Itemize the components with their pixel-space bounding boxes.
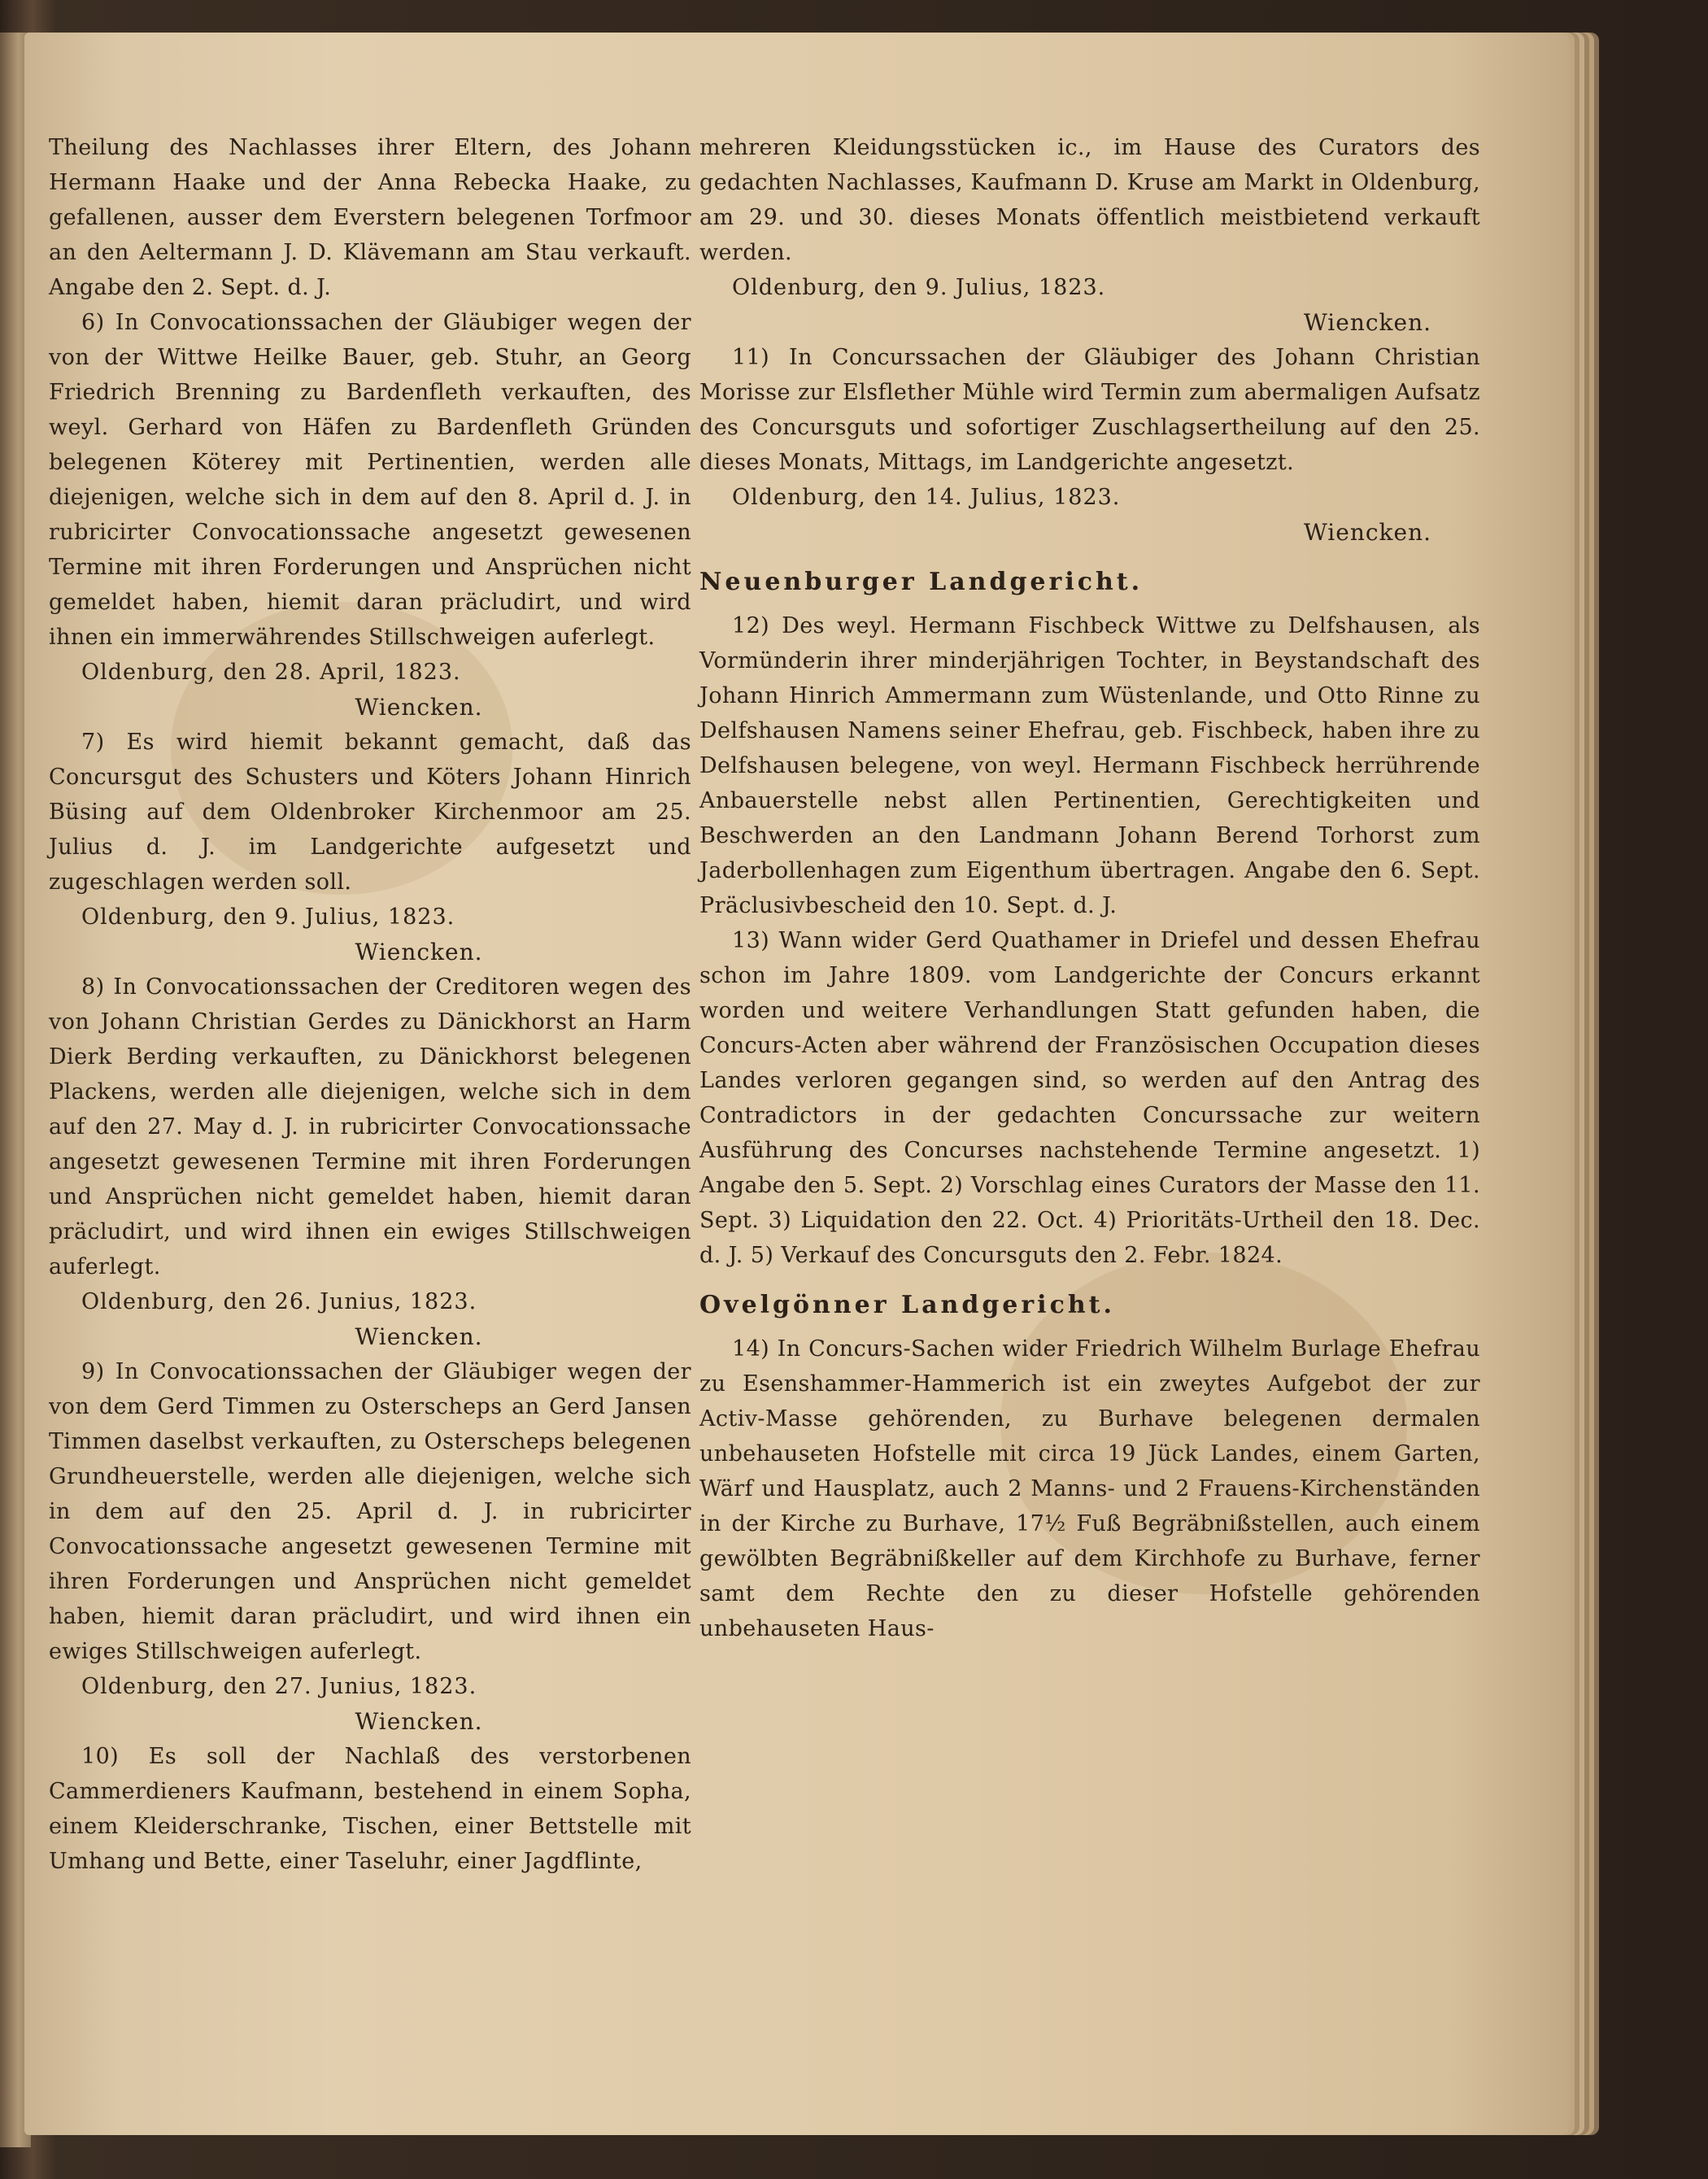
paragraph-6: 6) In Convocationssachen der Gläubiger wegen der von der Wittwe Heilke Bauer, geb. Stuhr, an Georg Friedrich Brenning zu Bardenfleth verkauften, des weyl. Gerhard von Häfen zu Bardenfleth Gründen belegenen Köterey mit Pertinentien, werden alle diejenigen, welche sich in dem auf den 8. April d. J. in rubricirter Convocationssache angesetzt gewesenen Termine mit ihren Forderungen und Ansprüchen nicht gemeldet haben, hiemit daran präcludirt, und wird ihnen ein immerwährendes Stillschweigen auferlegt.	[49, 310, 691, 650]
paragraph-10: 10) Es soll der Nachlaß des verstorbenen Cammerdieners Kaufmann, bestehend in einem Sopha, einem Kleiderschranke, Tischen, einer Bettstelle mit Umhang und Bette, einer Taseluhr, einer Jagdflinte,	[49, 1744, 691, 1874]
signature: Wiencken.	[355, 1708, 483, 1735]
date-line: Oldenburg, den 26. Junius, 1823.	[81, 1289, 477, 1314]
date-line: Oldenburg, den 28. April, 1823.	[81, 660, 461, 685]
signature: Wiencken.	[1304, 519, 1431, 546]
paragraph-7: 7) Es wird hiemit bekannt gemacht, daß das Concursgut des Schusters und Köters Johann Hinrich Büsing auf dem Oldenbroker Kirchenmoor am 25. Julius d. J. im Landgerichte aufgesetzt und zugeschlagen werden soll.	[49, 730, 691, 895]
paragraph-11: 11) In Concurssachen der Gläubiger des Johann Christian Morisse zur Elsflether Mühle wird Termin zum abermaligen Aufsatz des Concursguts und sofortiger Zuschlagsertheilung auf den 25. dieses Monats, Mittags, im Landgerichte angesetzt.	[699, 345, 1480, 475]
signature: Wiencken.	[1304, 309, 1431, 336]
paragraph-12: 12) Des weyl. Hermann Fischbeck Wittwe zu Delfshausen, als Vormünderin ihrer minderjährigen Tochter, in Beystandschaft des Johann Hinrich Ammermann zum Wüstenlande, und Otto Rinne zu Delfshausen Namens seiner Ehefrau, geb. Fischbeck, haben ihre zu Delfshausen belegene, von weyl. Hermann Fischbeck herrührende Anbauerstelle nebst allen Pertinentien, Gerechtigkeiten und Beschwerden an den Landmann Johann Berend Torhorst zum Jaderbollenhagen zum Eigenthum übertragen. Angabe den 6. Sept. Präclusivbescheid den 10. Sept. d. J.	[699, 613, 1480, 918]
book-page	[24, 33, 1570, 2135]
date-line: Oldenburg, den 27. Junius, 1823.	[81, 1674, 477, 1699]
paragraph-13: 13) Wann wider Gerd Quathamer in Driefel und dessen Ehefrau schon im Jahre 1809. vom Landgerichte der Concurs erkannt worden und weitere Verhandlungen Statt gefunden haben, die Concurs-Acten aber während der Französischen Occupation dieses Landes verloren gegangen sind, so werden auf den Antrag des Contradictors in der gedachten Concurssache zur weitern Ausführung des Concurses nachstehende Termine angesetzt. 1) Angabe den 5. Sept. 2) Vorschlag eines Curators der Masse den 11. Sept. 3) Liquidation den 22. Oct. 4) Prioritäts-Urtheil den 18. Dec. d. J. 5) Verkauf des Concursguts den 2. Febr. 1824.	[699, 928, 1480, 1268]
paragraph-10-continued: mehreren Kleidungsstücken ic., im Hause des Curators des gedachten Nachlasses, Kaufmann D. Kruse am Markt in Oldenburg, am 29. und 30. dieses Monats öffentlich meistbietend verkauft werden.	[699, 135, 1480, 265]
right-column	[699, 130, 1480, 1646]
paragraph-14: 14) In Concurs-Sachen wider Friedrich Wilhelm Burlage Ehefrau zu Esenshammer-Hammerich ist ein zweytes Aufgebot der zur Activ-Masse gehörenden, zu Burhave belegenen dermalen unbehauseten Hofstelle mit circa 19 Jück Landes, einem Garten, Wärf und Hausplatz, auch 2 Manns- und 2 Frauens-Kirchenständen in der Kirche zu Burhave, 17½ Fuß Begräbnißstellen, auch einem gewölbten Begräbnißkeller auf dem Kirchhofe zu Burhave, ferner samt dem Rechte den zu dieser Hofstelle gehörenden unbehauseten Haus-	[699, 1336, 1480, 1641]
date-line: Oldenburg, den 14. Julius, 1823.	[732, 485, 1121, 510]
signature: Wiencken.	[355, 939, 483, 965]
left-column	[49, 130, 691, 1879]
paragraph-8: 8) In Convocationssachen der Creditoren wegen des von Johann Christian Gerdes zu Dänickhorst an Harm Dierk Berding verkauften, zu Dänickhorst belegenen Plackens, werden alle diejenigen, welche sich in dem auf den 27. May d. J. in rubricirter Convocationssache angesetzt gewesenen Termine mit ihren Forderungen und Ansprüchen nicht gemeldet haben, hiemit daran präcludirt, und wird ihnen ein ewiges Stillschweigen auferlegt.	[49, 974, 691, 1279]
paragraph-intro: Theilung des Nachlasses ihrer Eltern, des Johann Hermann Haake und der Anna Rebecka Haake, zu gefallenen, ausser dem Everstern belegenen Torfmoor an den Aeltermann J. D. Klävemann am Stau verkauft. Angabe den 2. Sept. d. J.	[49, 135, 691, 300]
section-heading-ovelgoenne: Ovelgönner Landgericht.	[699, 1291, 1115, 1319]
signature: Wiencken.	[355, 694, 483, 721]
signature: Wiencken.	[355, 1323, 483, 1350]
paragraph-9: 9) In Convocationssachen der Gläubiger wegen der von dem Gerd Timmen zu Osterscheps an Gerd Jansen Timmen daselbst verkauften, zu Osterscheps belegenen Grundheuerstelle, werden alle diejenigen, welche sich in dem auf den 25. April d. J. in rubricirter Convocationssache angesetzt gewesenen Termine mit ihren Forderungen und Ansprüchen nicht gemeldet haben, hiemit daran präcludirt, und wird ihnen ein ewiges Stillschweigen auferlegt.	[49, 1359, 691, 1664]
section-heading-neuenburg: Neuenburger Landgericht.	[699, 568, 1144, 596]
date-line: Oldenburg, den 9. Julius, 1823.	[81, 904, 455, 930]
date-line: Oldenburg, den 9. Julius, 1823.	[732, 275, 1106, 300]
